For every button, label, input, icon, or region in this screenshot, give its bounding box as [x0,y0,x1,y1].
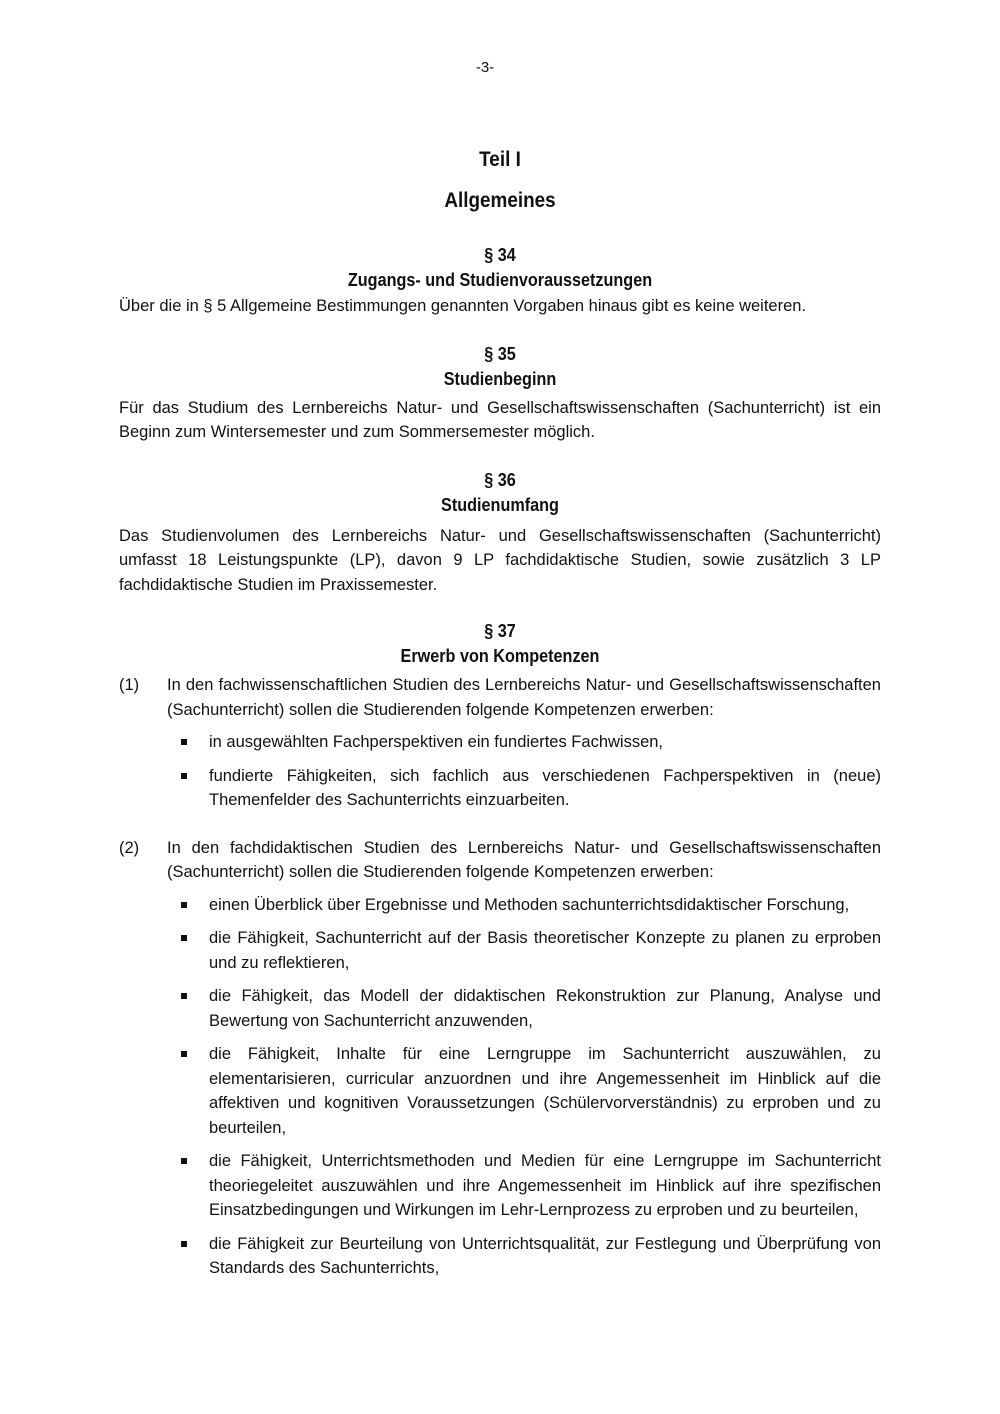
list-item [167,926,881,975]
list-item [167,1149,881,1223]
section-title: Zugangs- und Studienvoraussetzungen [347,270,653,290]
section-36 [119,468,881,598]
item-label: (1) [119,676,140,694]
bullet-text: fundierte Fähigkeiten, sich fachlich aus verschiedenen Fachperspektiven in (neue) Themenfelder des Sachunterrichts einzuarbeiten. [209,766,881,809]
section-number: § 35 [484,343,516,364]
bullet-text: die Fähigkeit, Inhalte für eine Lerngruppe im Sachunterricht auszuwählen, zu elementarisieren, curricular anzuordnen und ihre Angemessenheit im Hinblick auf die affektiven und kognitiven Voraussetzungen (Schülervorverständnis) zu erproben und zu beurteilen, [209,1045,881,1137]
bullet-list [167,730,881,813]
bullet-text: die Fähigkeit, das Modell der didaktischen Rekonstruktion zur Planung, Analyse und Bewertung von Sachunterricht anzuwenden, [209,987,881,1030]
bullet-text: die Fähigkeit, Unterrichtsmethoden und Medien für eine Lerngruppe im Sachunterricht theoriegeleitet auszuwählen und ihre Angemessenheit im Hinblick auf ihre spezifischen Einsatzbedingungen und Wirkungen im Lehr-Lernprozess zu erproben und zu beurteilen, [209,1152,881,1219]
numbered-item-1 [119,673,881,822]
list-item [167,893,881,918]
page-number: -3- [475,59,495,76]
item-body [167,836,881,1290]
item-body [167,673,881,822]
section-37 [119,619,881,1290]
section-paragraph: Das Studienvolumen des Lernbereichs Natur- und Gesellschaftswissenschaften (Sachunterricht) umfasst 18 Leistungspunkte (LP), davon 9 LP fachdidaktische Studien, sowie zusätzlich 3 LP fachdidaktische Studien im Praxissemester. [119,526,881,594]
square-bullet-icon [167,1149,209,1223]
square-bullet-icon [167,893,209,918]
document-content [119,145,881,1290]
bullet-text: einen Überblick über Ergebnisse und Methoden sachunterrichtsdidaktischer Forschung, [209,895,850,914]
square-bullet-icon [167,764,209,813]
section-34 [119,243,881,319]
section-number: § 36 [484,469,516,490]
section-title: Studienbeginn [443,368,557,389]
item-intro: In den fachdidaktischen Studien des Lernbereichs Natur- und Gesellschaftswissenschaften (Sachunterricht) sollen die Studierenden folgende Kompetenzen erwerben: [167,838,881,881]
square-bullet-icon [167,1042,209,1140]
bullet-text: die Fähigkeit zur Beurteilung von Unterrichtsqualität, zur Festlegung und Überprüfung von Standards des Sachunterrichts, [209,1234,881,1277]
section-paragraph: Über die in § 5 Allgemeine Bestimmungen genannten Vorgaben hinaus gibt es keine weiteren. [119,297,807,315]
bullet-text: in ausgewählten Fachperspektiven ein fundiertes Fachwissen, [209,733,664,751]
item-label: (2) [119,838,140,857]
numbered-item-2 [119,836,881,1290]
list-item [167,764,881,813]
bullet-list [167,893,881,1281]
section-title: Studienumfang [441,494,559,515]
square-bullet-icon [167,1232,209,1281]
list-item [167,984,881,1033]
list-item [167,1232,881,1281]
item-intro: In den fachwissenschaftlichen Studien des Lernbereichs Natur- und Gesellschaftswissenschaften (Sachunterricht) sollen die Studierenden folgende Kompetenzen erwerben: [167,676,881,719]
list-item [167,730,881,755]
square-bullet-icon [167,926,209,975]
section-paragraph: Für das Studium des Lernbereichs Natur- und Gesellschaftswissenschaften (Sachunterricht) ist ein Beginn zum Wintersemester und zum Sommersemester möglich. [119,398,881,441]
list-item [167,1042,881,1140]
bullet-text: die Fähigkeit, Sachunterricht auf der Basis theoretischer Konzepte zu planen zu erproben und zu reflektieren, [209,929,881,972]
part-subtitle: Allgemeines [444,189,556,212]
section-title: Erwerb von Kompetenzen [400,646,600,666]
square-bullet-icon [167,730,209,755]
part-title: Teil I [479,148,521,171]
square-bullet-icon [167,984,209,1033]
section-35 [119,342,881,445]
section-number: § 34 [484,245,516,265]
section-number: § 37 [484,621,516,641]
